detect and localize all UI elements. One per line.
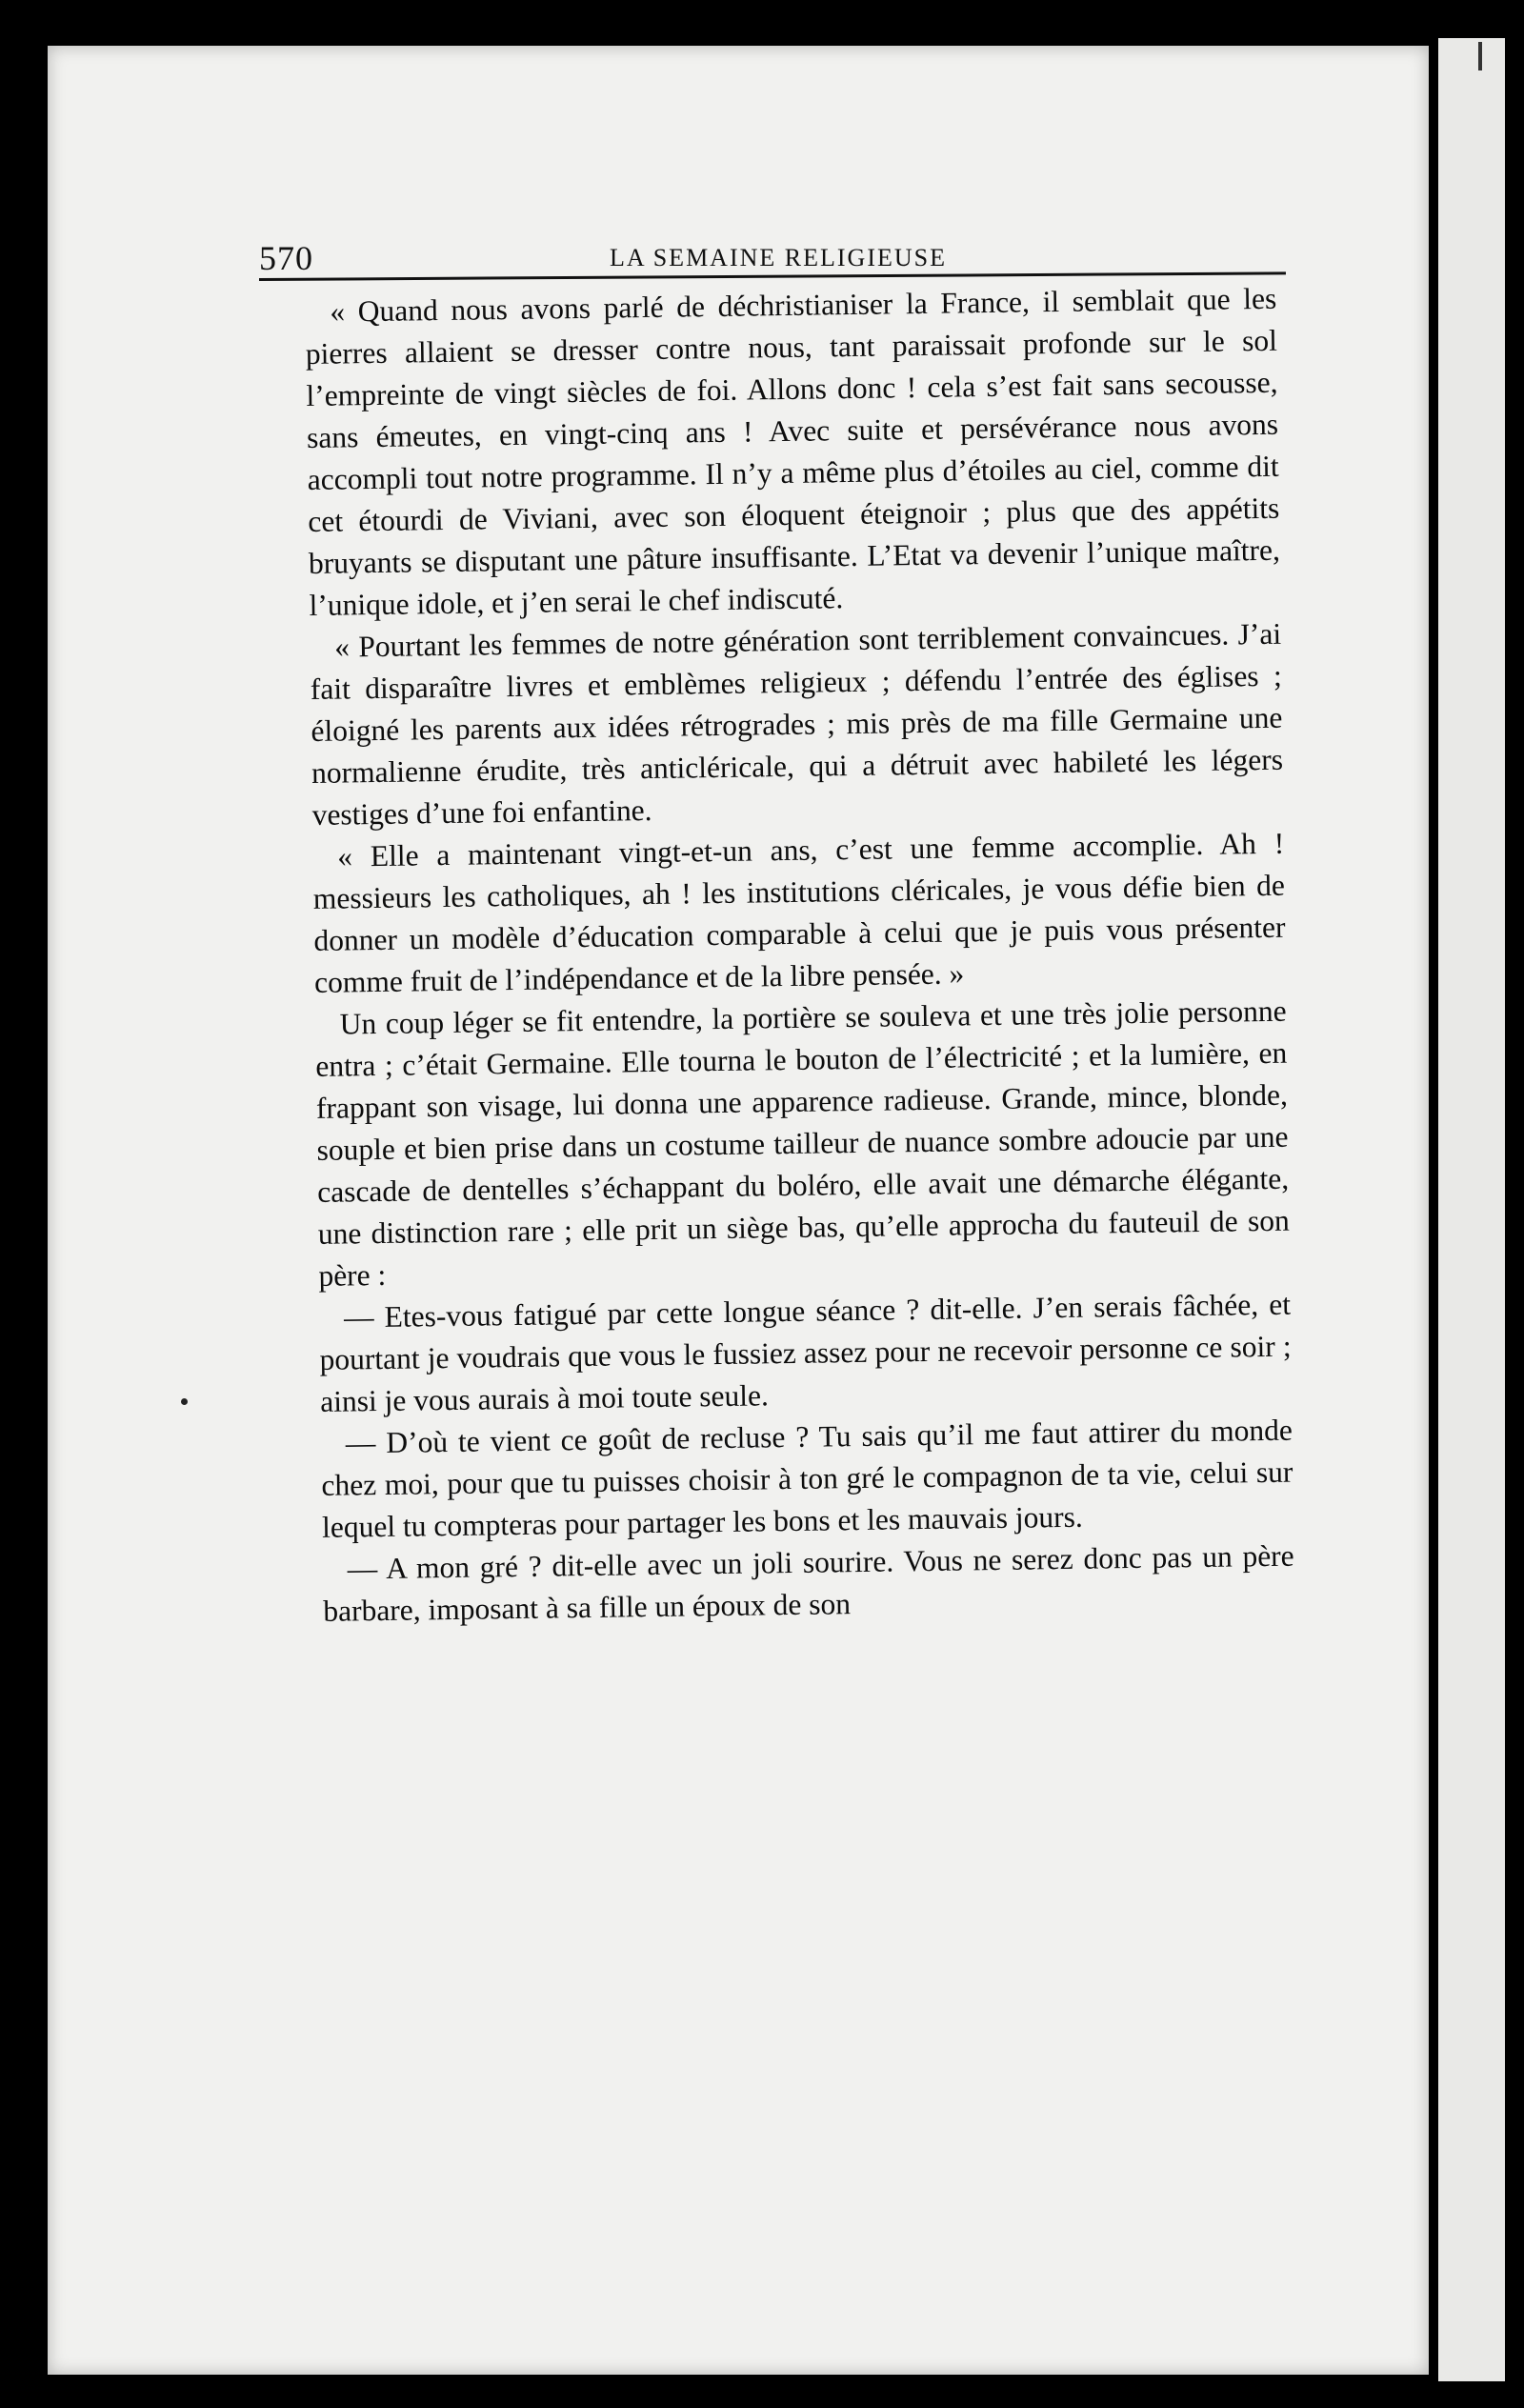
paragraph: — A mon gré ? dit-elle avec un joli sourire. Vous ne serez donc pas un père barbare, imposant à sa fille un époux de son: [323, 1538, 1294, 1628]
paragraph: « Pourtant les femmes de notre génération sont terriblement convaincues. J’ai fait disparaître livres et emblèmes religieux ; défendu l’entrée des églises ; éloigné les parents aux idées rétrogrades ; mis près de ma fille Germaine une normalienne érudite, très anticléricale, qui a détruit avec habileté les légers vestiges d’une foi enfantine.: [310, 616, 1284, 832]
ink-speck: [181, 1398, 188, 1405]
scan-artifact: [1478, 42, 1482, 70]
adjacent-page-edge: [1438, 38, 1505, 2381]
body-text: [305, 278, 1295, 1633]
paragraph: — D’où te vient ce goût de recluse ? Tu sais qu’il me faut attirer du monde chez moi, pour que tu puisses choisir à ton gré le compagnon de ta vie, celui sur lequel tu compteras pour partager les bons et les mauvais jours.: [321, 1413, 1293, 1544]
paragraph: « Quand nous avons parlé de déchristianiser la France, il semblait que les pierres allaient se dresser contre nous, tant paraissait profonde sur le sol l’empreinte de vingt siècles de foi. Allons donc ! cela s’est fait sans secousse, sans émeutes, en vingt-cinq ans ! Avec suite et persévérance nous avons accompli tout notre programme. Il n’y a même plus d’étoiles au ciel, comme dit cet étourdi de Viviani, avec son éloquent éteignoir ; plus que des appétits bruyants se disputant une pâture insuffisante. L’Etat va devenir l’unique maître, l’unique idole, et j’en serai le chef indiscuté.: [305, 281, 1281, 622]
paragraph: « Elle a maintenant vingt-et-un ans, c’est une femme accomplie. Ah ! messieurs les catholiques, ah ! les institutions cléricales, je vous défie bien de donner un modèle d’éducation comparable à celui que je puis vous présenter comme fruit de l’indépendance et de la libre pensée. »: [312, 826, 1286, 999]
page-number: 570: [259, 239, 313, 277]
paragraph: Un coup léger se fit entendre, la portière se souleva et une très jolie personne entra ; c’était Germaine. Elle tourna le bouton de l’électricité ; et la lumière, en frappant son visage, lui donna une apparence radieuse. Grande, mince, blonde, souple et bien prise dans un costume tailleur de nuance sombre adoucie par une cascade de dentelles s’échappant du boléro, elle avait une démarche élégante, une distinction rare ; elle prit un siège bas, qu’elle approcha du fauteuil de son père :: [315, 993, 1290, 1293]
paragraph: — Etes-vous fatigué par cette longue séance ? dit-elle. J’en serais fâchée, et pourtant je voudrais que vous le fussiez assez pour ne recevoir personne ce soir ; ainsi je vous aurais à moi toute seule.: [319, 1287, 1292, 1418]
running-title: LA SEMAINE RELIGIEUSE: [610, 244, 947, 271]
